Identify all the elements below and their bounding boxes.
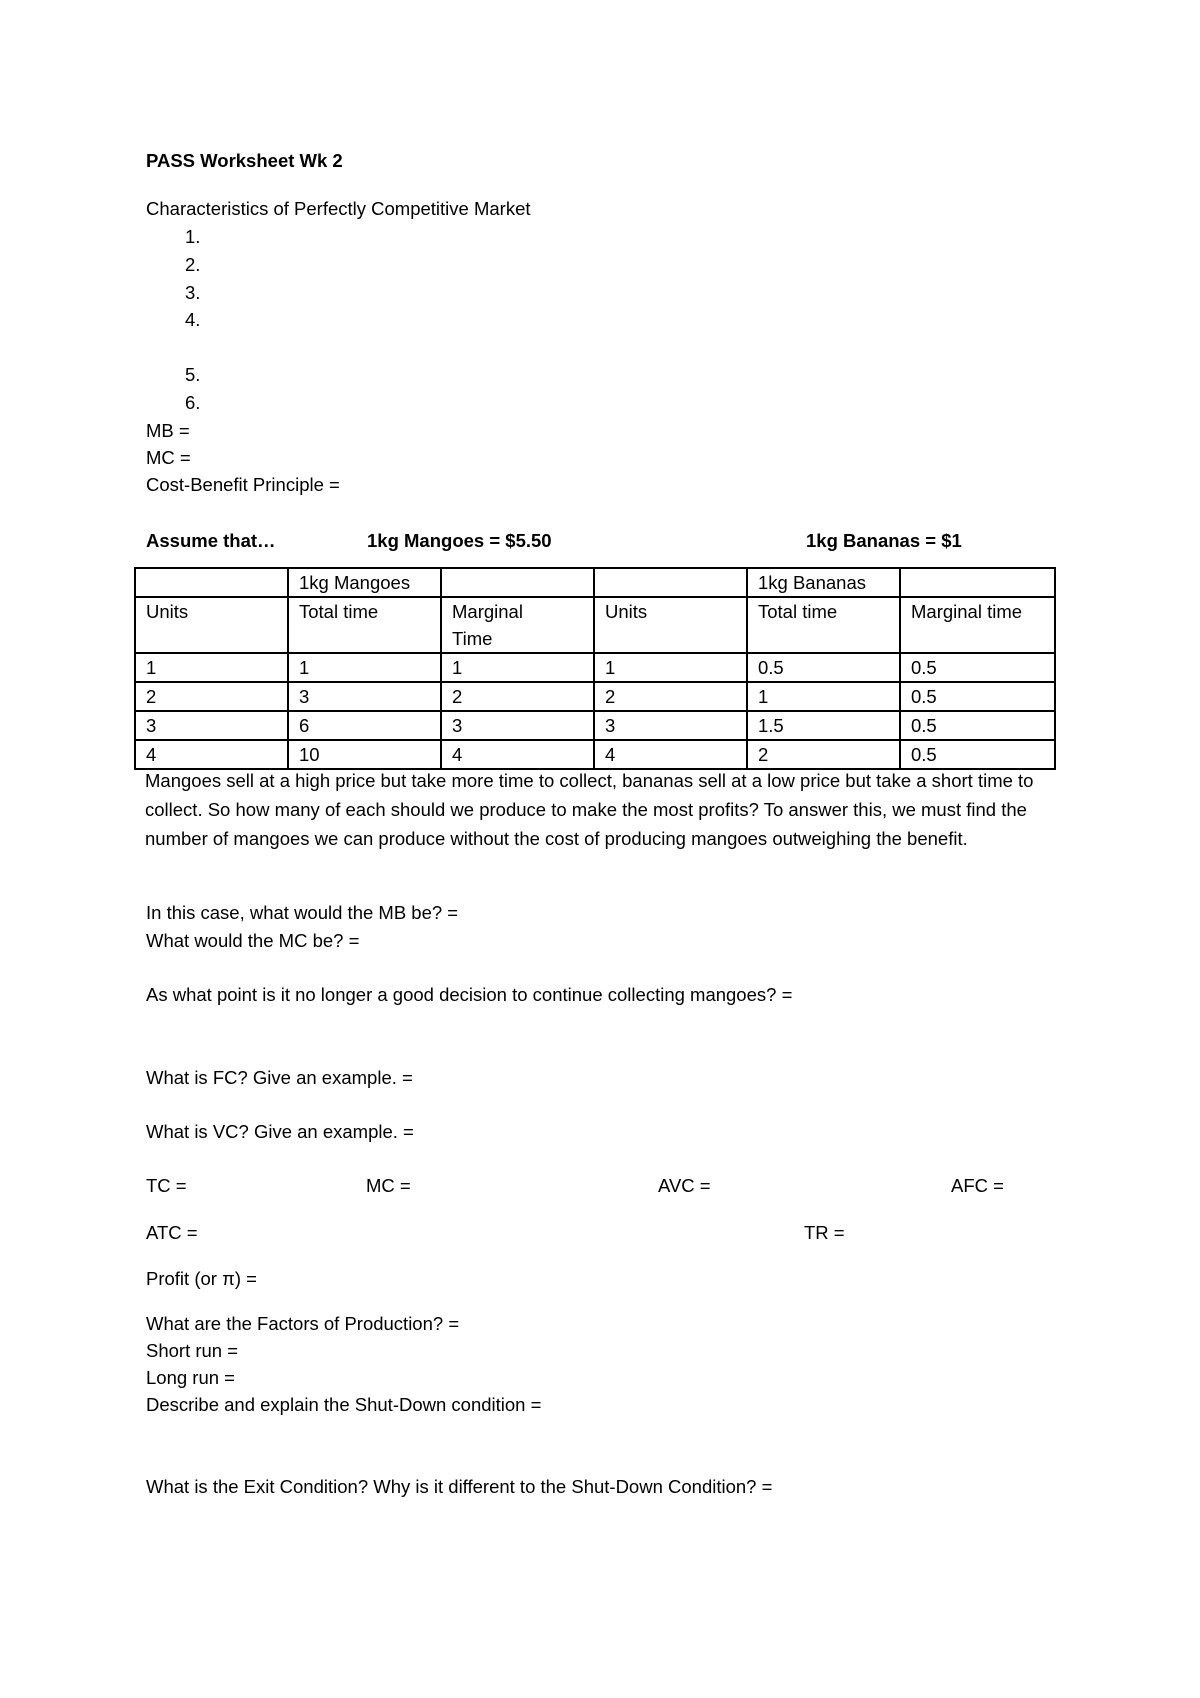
table-cell: 1kg Bananas: [747, 568, 900, 597]
table-cell: 0.5: [747, 653, 900, 682]
table-cell: 3: [441, 711, 594, 740]
table-cell: [135, 568, 288, 597]
column-header: Units: [594, 597, 747, 653]
list-number-3: 3.: [185, 282, 201, 303]
atc-label: ATC =: [146, 1222, 198, 1243]
mc-definition: MC =: [146, 447, 191, 468]
column-header: Units: [135, 597, 288, 653]
list-number-4: 4.: [185, 309, 201, 330]
table-cell: 4: [594, 740, 747, 769]
question-stop-point: As what point is it no longer a good decision to continue collecting mangoes? =: [146, 984, 793, 1005]
assume-label: Assume that…: [146, 530, 276, 551]
table-column-header-row: [135, 597, 1055, 653]
characteristics-heading: Characteristics of Perfectly Competitive Market: [146, 198, 531, 219]
table-row: [135, 711, 1055, 740]
table-cell: 2: [747, 740, 900, 769]
question-mc: What would the MC be? =: [146, 930, 360, 951]
table-cell: 2: [441, 682, 594, 711]
time-table: [134, 567, 1056, 770]
table-cell: 0.5: [900, 653, 1055, 682]
table-cell: [594, 568, 747, 597]
tc-label: TC =: [146, 1175, 187, 1196]
table-cell: 0.5: [900, 740, 1055, 769]
question-vc: What is VC? Give an example. =: [146, 1121, 414, 1142]
mb-definition: MB =: [146, 420, 190, 441]
table-cell: 10: [288, 740, 441, 769]
short-run-label: Short run =: [146, 1340, 239, 1361]
afc-label: AFC =: [951, 1175, 1004, 1196]
question-fc: What is FC? Give an example. =: [146, 1067, 413, 1088]
table-cell: 1: [288, 653, 441, 682]
table-cell: 1: [441, 653, 594, 682]
bananas-price: 1kg Bananas = $1: [806, 530, 962, 551]
table-cell: [900, 568, 1055, 597]
table-cell: 3: [288, 682, 441, 711]
column-header: Total time: [747, 597, 900, 653]
table-cell: 0.5: [900, 711, 1055, 740]
table-row: [135, 682, 1055, 711]
table-row: [135, 653, 1055, 682]
table-cell: 3: [135, 711, 288, 740]
table-cell: 2: [135, 682, 288, 711]
list-number-1: 1.: [185, 226, 201, 247]
table-cell: 1.5: [747, 711, 900, 740]
question-mb: In this case, what would the MB be? =: [146, 902, 459, 923]
table-cell: 1: [747, 682, 900, 711]
avc-label: AVC =: [658, 1175, 711, 1196]
tr-label: TR =: [804, 1222, 845, 1243]
question-exit: What is the Exit Condition? Why is it different to the Shut-Down Condition? =: [146, 1476, 773, 1497]
table-cell: 1kg Mangoes: [288, 568, 441, 597]
list-number-6: 6.: [185, 392, 201, 413]
table-cell: 4: [135, 740, 288, 769]
long-run-label: Long run =: [146, 1367, 235, 1388]
table-cell: 6: [288, 711, 441, 740]
question-factors: What are the Factors of Production? =: [146, 1313, 460, 1334]
table-row: [135, 740, 1055, 769]
profit-label: Profit (or π) =: [146, 1268, 257, 1289]
column-header: Total time: [288, 597, 441, 653]
table-group-header-row: [135, 568, 1055, 597]
column-header: Marginal Time: [441, 597, 594, 653]
list-number-5: 5.: [185, 364, 201, 385]
table-cell: 0.5: [900, 682, 1055, 711]
question-shutdown: Describe and explain the Shut-Down condition =: [146, 1394, 542, 1415]
column-header: Marginal time: [900, 597, 1055, 653]
mc-label: MC =: [366, 1175, 411, 1196]
cost-benefit-principle: Cost-Benefit Principle =: [146, 474, 340, 495]
list-number-2: 2.: [185, 254, 201, 275]
table-cell: 4: [441, 740, 594, 769]
table-cell: 3: [594, 711, 747, 740]
table-cell: 1: [135, 653, 288, 682]
mangoes-price: 1kg Mangoes = $5.50: [367, 530, 552, 551]
table-cell: 2: [594, 682, 747, 711]
table-cell: 1: [594, 653, 747, 682]
page-title: PASS Worksheet Wk 2: [146, 150, 343, 171]
table-cell: [441, 568, 594, 597]
explanation-paragraph: Mangoes sell at a high price but take more time to collect, bananas sell at a low price but take a short time to collect. So how many of each should we produce to make the most profits? To answer this, we must find the number of mangoes we can produce without the cost of producing mangoes outweighing the benefit.: [145, 770, 1034, 849]
